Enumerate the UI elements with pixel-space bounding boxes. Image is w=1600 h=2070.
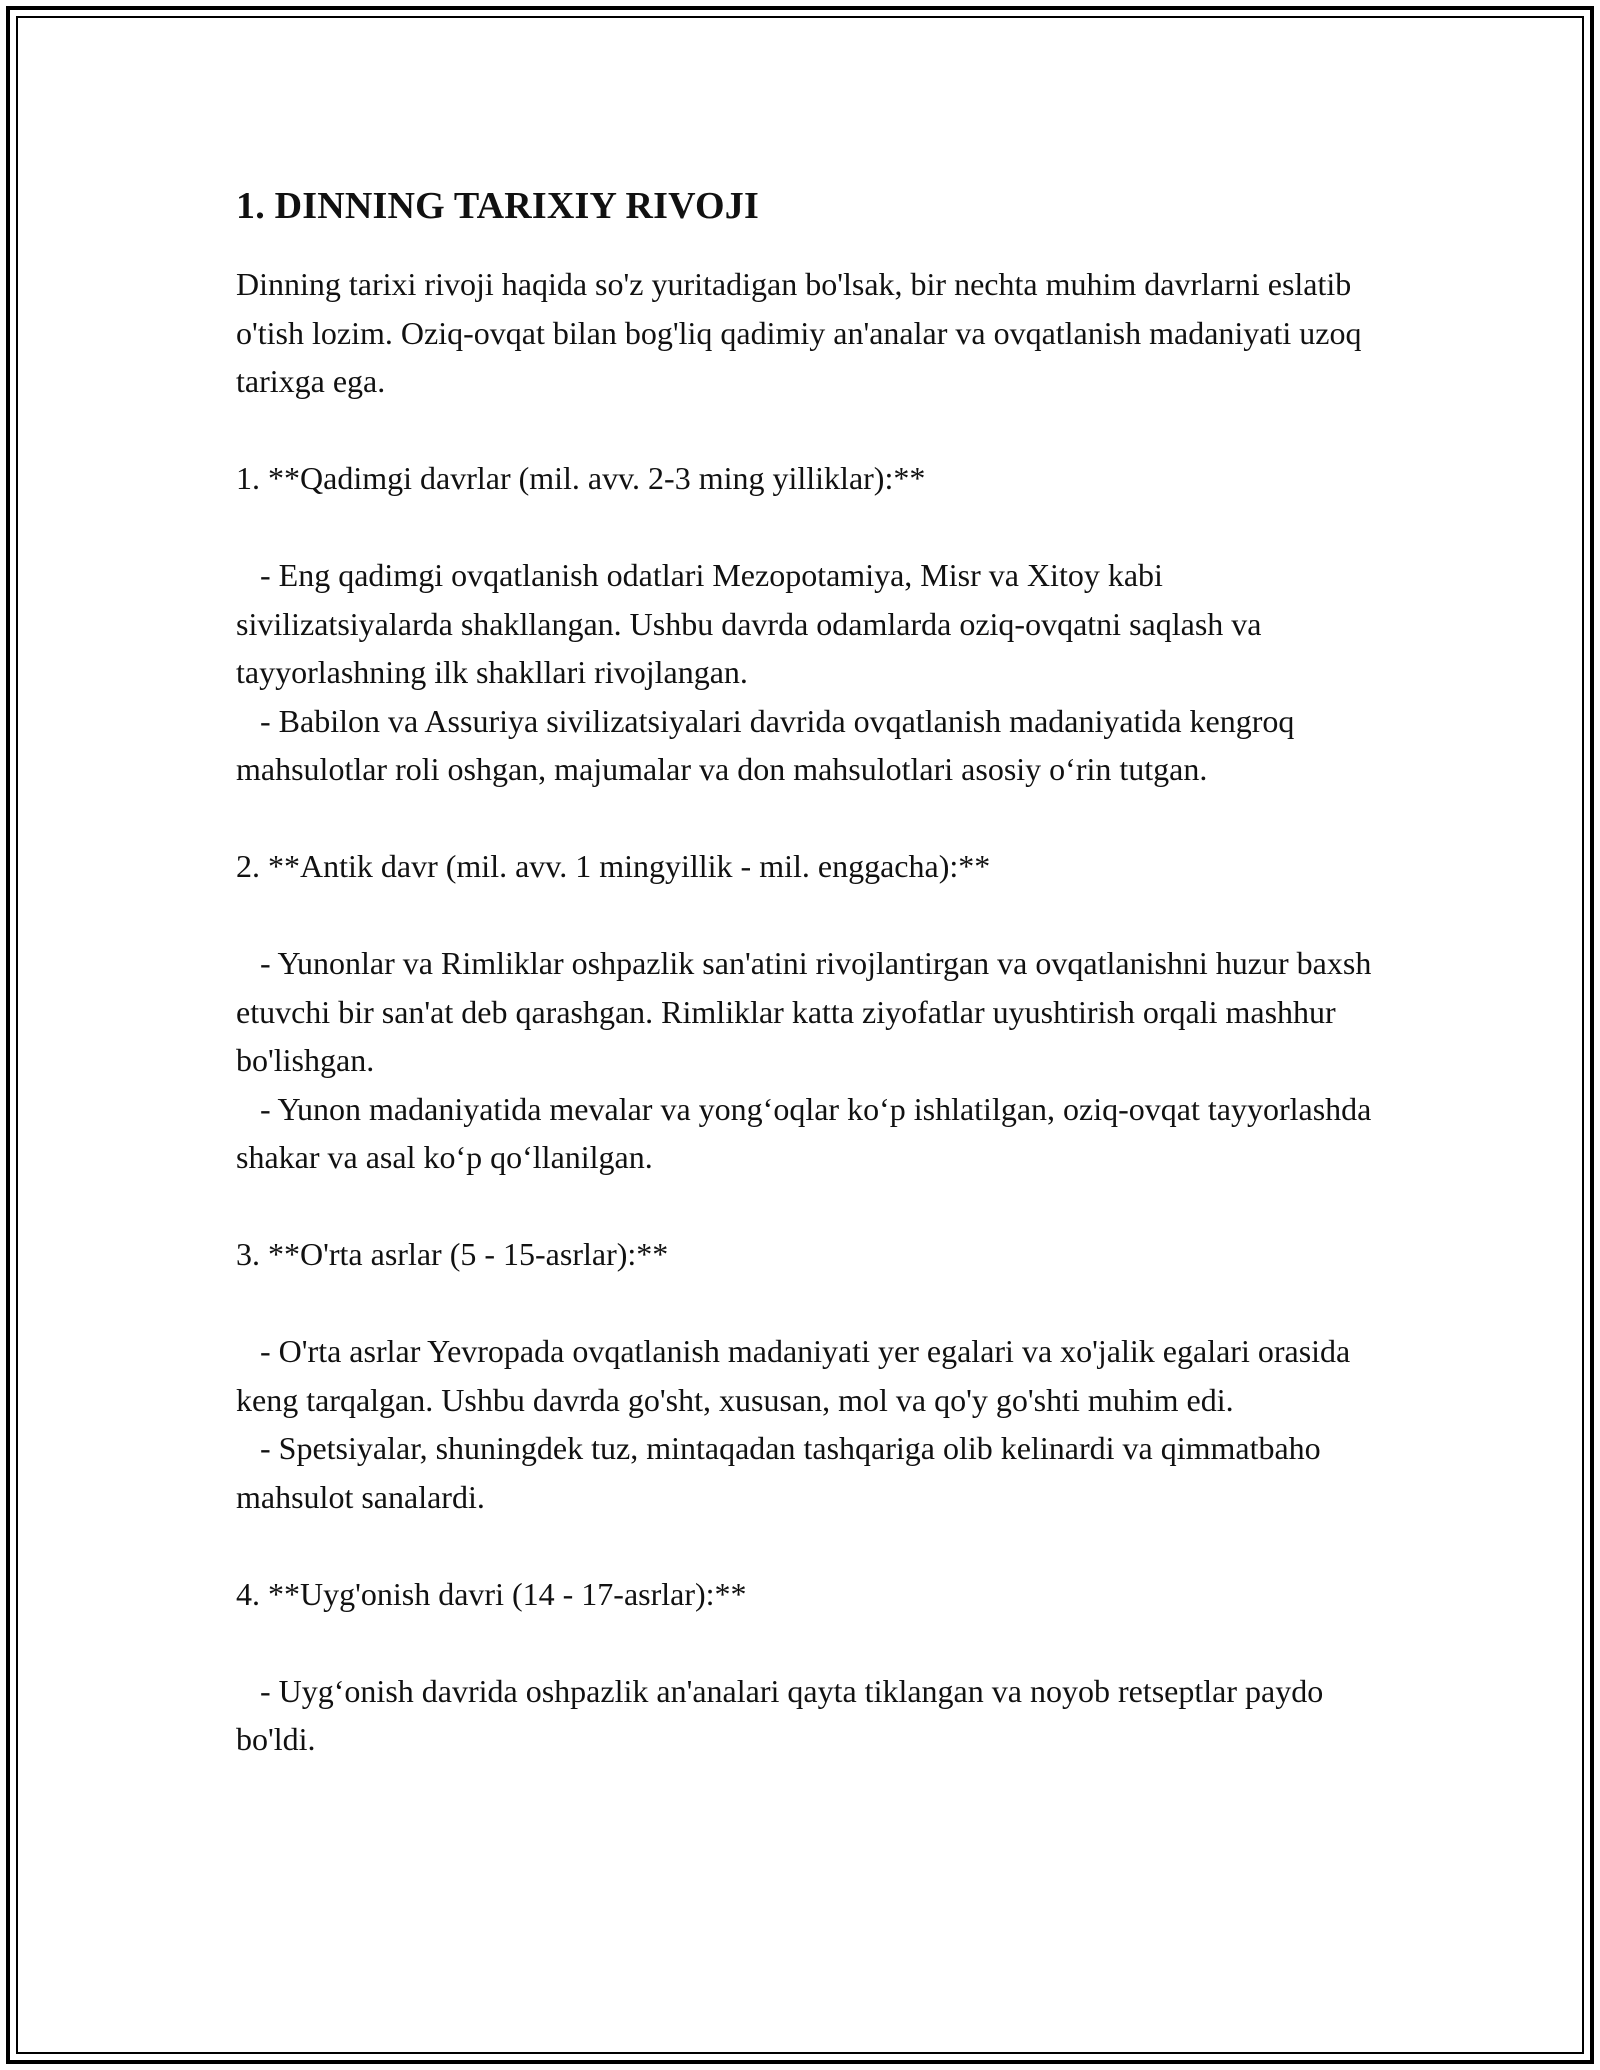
spacer (236, 1618, 1376, 1667)
section-item: - Yunon madaniyatida mevalar va yong‘oqlar ko‘p ishlatilgan, oziq-ovqat tayyorlashda shakar va asal ko‘p qo‘llanilgan. (236, 1090, 1380, 1175)
section-item: - Yunonlar va Rimliklar oshpazlik san'atini rivojlantirgan va ovqatlanishni huzur baxsh etuvchi bir san'at deb qarashgan. Rimliklar katta ziyofatlar uyushtirish orqali mashhur bo'lishgan. (236, 945, 1380, 1078)
document-title: 1. DINNING TARIXIY RIVOJI (236, 185, 759, 227)
section-item: - Eng qadimgi ovqatlanish odatlari Mezopotamiya, Misr va Xitoy kabi sivilizatsiyalarda shakllangan. Ushbu davrda odamlarda oziq-ovqatni saqlash va tayyorlashning ilk shakllari rivojlangan. (236, 557, 1270, 690)
spacer (236, 406, 1376, 455)
section-heading: 4. **Uyg'onish davri (14 - 17-asrlar):** (236, 1575, 747, 1612)
spacer (236, 503, 1376, 552)
spacer (236, 891, 1376, 940)
section-heading: 2. **Antik davr (mil. avv. 1 mingyillik - mil. enggacha):** (236, 848, 991, 884)
section-item: - Uyg‘onish davrida oshpazlik an'analari qayta tiklangan va noyob retseptlar paydo bo'ldi. (236, 1672, 1332, 1757)
spacer (236, 1182, 1376, 1231)
section-item: - Babilon va Assuriya sivilizatsiyalari davrida ovqatlanish madaniyatida kengroq mahsulotlar roli oshgan, majumalar va don mahsulotlari asosiy o‘rin tutgan. (236, 702, 1303, 787)
spacer (236, 1279, 1376, 1328)
spacer (236, 794, 1376, 843)
intro-paragraph: Dinning tarixi rivoji haqida so'z yuritadigan bo'lsak, bir nechta muhim davrlarni eslatib o'tish lozim. Oziq-ovqat bilan bog'liq qadimiy an'analar va ovqatlanish madaniyati uzoq tarixga ega. (236, 266, 1370, 399)
section-item: - Spetsiyalar, shuningdek tuz, mintaqadan tashqariga olib kelinardi va qimmatbaho mahsulot sanalardi. (236, 1430, 1329, 1515)
document-body (236, 182, 1380, 1764)
section-heading: 3. **O'rta asrlar (5 - 15-asrlar):** (236, 1236, 669, 1272)
spacer (236, 1521, 1376, 1570)
section-item: - O'rta asrlar Yevropada ovqatlanish madaniyati yer egalari va xo'jalik egalari orasida keng tarqalgan. Ushbu davrda go'sht, xususan, mol va qo'y go'shti muhim edi. (236, 1333, 1359, 1418)
section-heading: 1. **Qadimgi davrlar (mil. avv. 2-3 ming yilliklar):** (236, 460, 926, 496)
